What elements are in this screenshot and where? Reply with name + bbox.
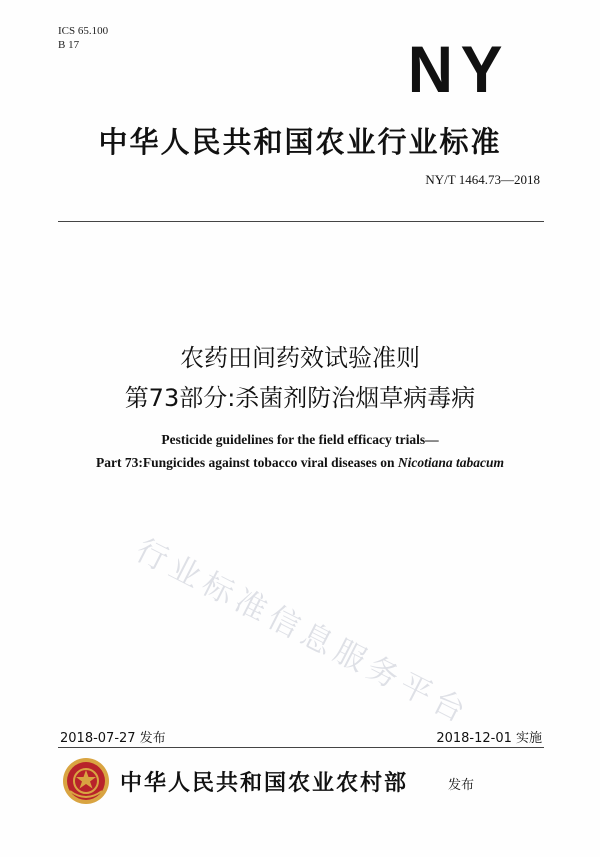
english-title-line2-text: Part 73:Fungicides against tobacco viral diseases on	[95, 455, 398, 470]
implementation-date: 2018-12-01 实施	[436, 731, 542, 746]
ministry-emblem-icon	[62, 757, 110, 805]
english-title-line2	[0, 455, 600, 471]
issuing-ministry: 中华人民共和国农业农村部	[120, 771, 409, 796]
english-title-line1: Pesticide guidelines for the field efficacy trials—	[161, 432, 439, 447]
classification-codes	[58, 24, 108, 52]
species-name: Nicotiana tabacum	[397, 455, 504, 470]
chinese-title-line2: 第73部分:杀菌剂防治烟草病毒病	[124, 384, 476, 412]
standard-number: NY/T 1464.73—2018	[425, 172, 540, 187]
top-divider	[58, 221, 544, 222]
ccs-code: B 17	[58, 39, 80, 51]
standard-title: 中华人民共和国农业行业标准	[98, 125, 502, 159]
bottom-divider	[58, 747, 544, 748]
ics-code: ICS 65.100	[58, 25, 109, 37]
ny-logo: NY	[407, 32, 510, 106]
issue-date: 2018-07-27 发布	[60, 731, 166, 746]
watermark: 行业标准信息服务平台	[130, 532, 477, 733]
ministry-issue-label: 发布	[448, 778, 475, 793]
chinese-title-line1: 农药田间药效试验准则	[180, 344, 420, 372]
